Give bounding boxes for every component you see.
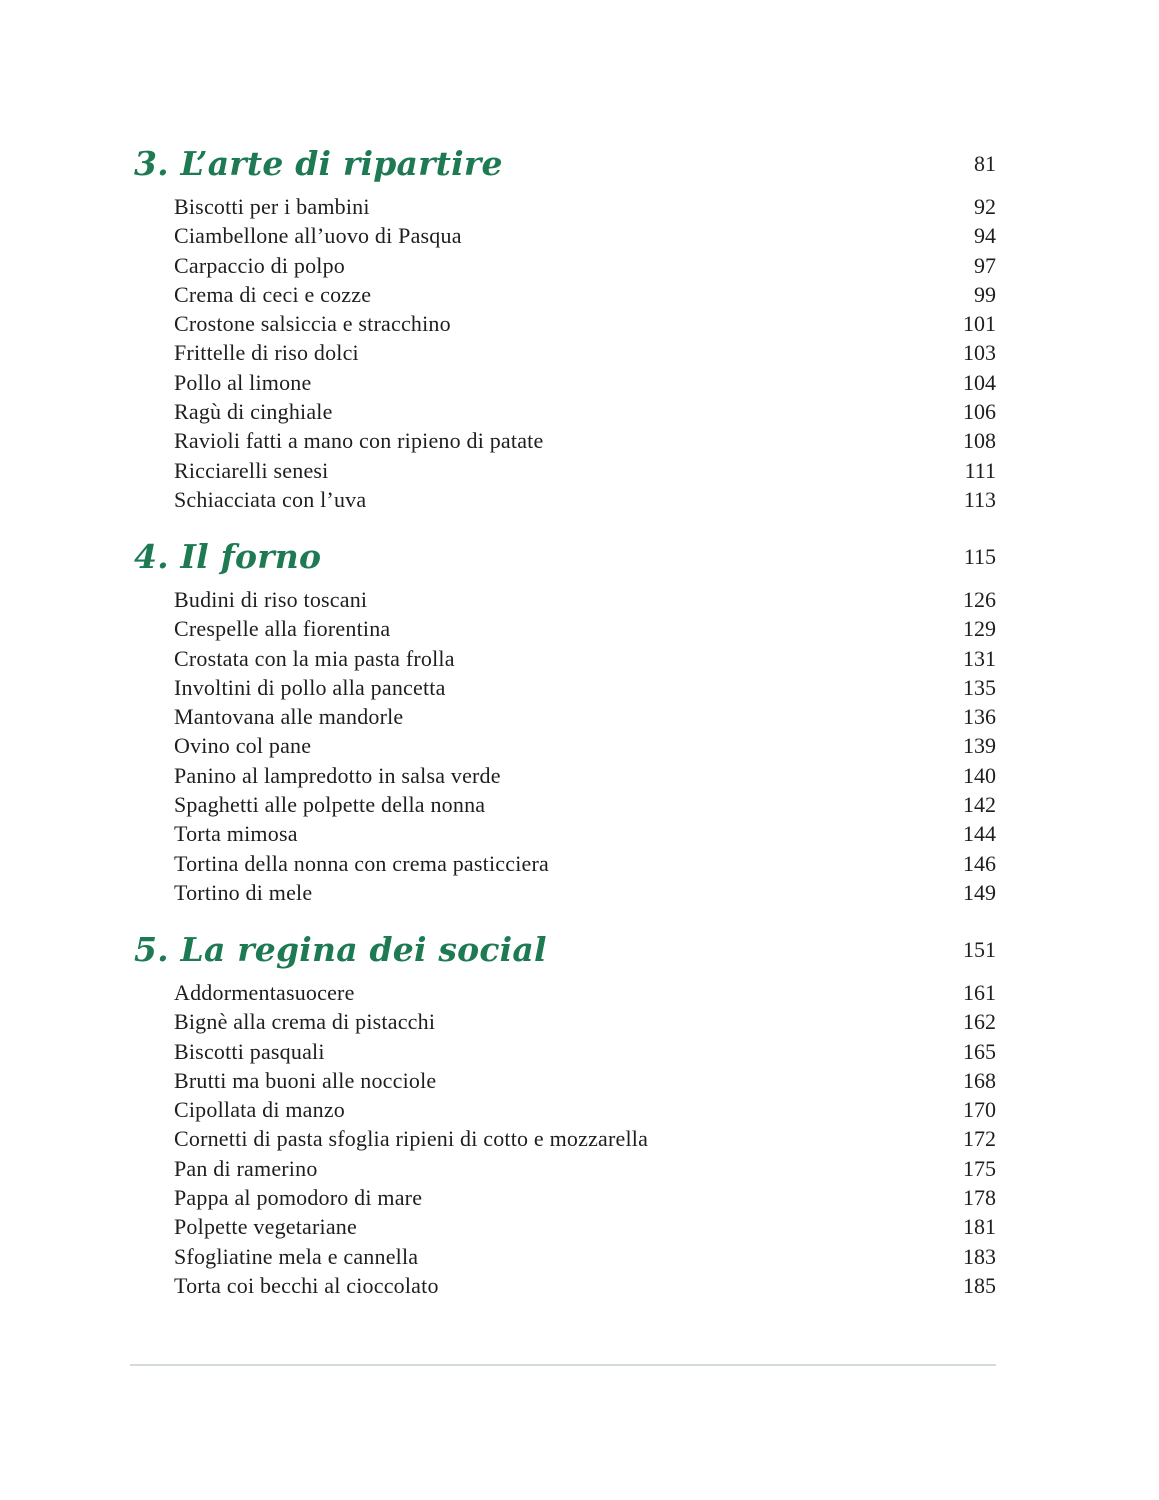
recipe-title: Biscotti per i bambini (174, 194, 370, 219)
recipe-title: Bignè alla crema di pistacchi (174, 1009, 436, 1035)
page-number: 161 (963, 980, 996, 1005)
toc-entry[interactable] (134, 1242, 996, 1271)
toc-entry[interactable] (134, 192, 996, 221)
page-number: 111 (964, 457, 996, 483)
recipe-title: Addormentasuocere (174, 980, 355, 1005)
toc-entry[interactable] (134, 426, 996, 455)
recipe-title: Budini di riso toscani (174, 587, 368, 612)
toc-entry[interactable] (134, 309, 996, 338)
page-number: 135 (963, 674, 996, 700)
chapter-section (134, 930, 996, 1300)
recipe-title: Panino al lampredotto in salsa verde (174, 762, 501, 788)
chapter-title: 4. Il forno (134, 537, 322, 576)
recipe-title: Involtini di pollo alla pancetta (174, 674, 446, 700)
recipe-list (134, 978, 996, 1300)
toc-entry[interactable] (134, 368, 996, 397)
page-number: 140 (963, 762, 996, 788)
footer-divider (130, 1364, 996, 1366)
page-number: 139 (963, 733, 996, 759)
recipe-title: Pollo al limone (174, 369, 312, 395)
page-number: 165 (963, 1038, 996, 1064)
toc-entry[interactable] (134, 878, 996, 907)
recipe-title: Ovino col pane (174, 733, 312, 759)
recipe-title: Crema di ceci e cozze (174, 281, 372, 307)
toc-entry[interactable] (134, 614, 996, 643)
chapter-page-number: 81 (974, 151, 996, 176)
toc-entry[interactable] (134, 1095, 996, 1124)
toc-entry[interactable] (134, 819, 996, 848)
toc-entry[interactable] (134, 673, 996, 702)
recipe-title: Pappa al pomodoro di mare (174, 1185, 423, 1211)
page-number: 144 (963, 821, 996, 847)
recipe-title: Ragù di cinghiale (174, 399, 333, 425)
chapter-section (134, 537, 996, 907)
chapter-page-number: 115 (963, 544, 996, 569)
toc-entry[interactable] (134, 221, 996, 250)
toc-entry[interactable] (134, 978, 996, 1007)
toc-entry[interactable] (134, 280, 996, 309)
toc-entry[interactable] (134, 585, 996, 614)
page-number: 108 (963, 428, 996, 454)
recipe-title: Tortino di mele (174, 879, 313, 905)
recipe-list (134, 192, 996, 514)
recipe-title: Ciambellone all’uovo di Pasqua (174, 223, 462, 249)
page-number: 142 (963, 792, 996, 818)
recipe-title: Mantovana alle mandorle (174, 704, 404, 730)
chapter-heading[interactable] (134, 930, 996, 978)
page-number: 97 (974, 252, 996, 278)
page-number: 168 (963, 1067, 996, 1093)
recipe-title: Frittelle di riso dolci (174, 340, 359, 366)
recipe-title: Schiacciata con l’uva (174, 486, 367, 512)
recipe-title: Polpette vegetariane (174, 1214, 357, 1240)
page-number: 126 (963, 587, 996, 612)
recipe-title: Crostone salsiccia e stracchino (174, 311, 451, 337)
toc-entry[interactable] (134, 1037, 996, 1066)
page-number: 94 (974, 223, 996, 249)
chapter-section (134, 144, 996, 514)
chapter-title: 5. La regina dei social (134, 930, 547, 969)
page-number: 181 (963, 1214, 996, 1240)
toc-entry[interactable] (134, 790, 996, 819)
recipe-title: Biscotti pasquali (174, 1038, 325, 1064)
page-number: 129 (963, 616, 996, 642)
page-number: 99 (974, 281, 996, 307)
recipe-title: Sfogliatine mela e cannella (174, 1243, 419, 1269)
recipe-title: Crostata con la mia pasta frolla (174, 645, 455, 671)
toc-entry[interactable] (134, 1124, 996, 1153)
page-number: 178 (963, 1185, 996, 1211)
toc-entry[interactable] (134, 397, 996, 426)
recipe-title: Ravioli fatti a mano con ripieno di patate (174, 428, 544, 454)
recipe-title: Pan di ramerino (174, 1155, 318, 1181)
toc-entry[interactable] (134, 1154, 996, 1183)
toc-entry[interactable] (134, 702, 996, 731)
toc-entry[interactable] (134, 456, 996, 485)
chapter-heading[interactable] (134, 537, 996, 585)
recipe-title: Spaghetti alle polpette della nonna (174, 792, 486, 818)
toc-entry[interactable] (134, 731, 996, 760)
recipe-title: Cornetti di pasta sfoglia ripieni di cotto e mozzarella (174, 1126, 649, 1152)
recipe-title: Brutti ma buoni alle nocciole (174, 1067, 437, 1093)
toc-entry[interactable] (134, 1066, 996, 1095)
page-number: 113 (963, 486, 996, 512)
toc-entry[interactable] (134, 644, 996, 673)
recipe-list (134, 585, 996, 907)
page-number: 183 (963, 1243, 996, 1269)
recipe-title: Carpaccio di polpo (174, 252, 345, 278)
recipe-title: Tortina della nonna con crema pasticciera (174, 850, 549, 876)
recipe-title: Ricciarelli senesi (174, 457, 329, 483)
page-number: 103 (963, 340, 996, 366)
page-number: 175 (963, 1155, 996, 1181)
toc-entry[interactable] (134, 1212, 996, 1241)
chapter-heading[interactable] (134, 144, 996, 192)
toc-entry[interactable] (134, 338, 996, 367)
recipe-title: Torta coi becchi al cioccolato (174, 1272, 439, 1298)
toc-entry[interactable] (134, 485, 996, 514)
page-number: 92 (974, 194, 996, 219)
toc-entry[interactable] (134, 1271, 996, 1300)
page-number: 170 (963, 1097, 996, 1123)
toc-entry[interactable] (134, 1007, 996, 1036)
toc-entry[interactable] (134, 1183, 996, 1212)
chapter-title: 3. L’arte di ripartire (134, 144, 503, 183)
toc-entry[interactable] (134, 849, 996, 878)
recipe-title: Crespelle alla fiorentina (174, 616, 391, 642)
page-number: 185 (963, 1272, 996, 1298)
toc-entry[interactable] (134, 251, 996, 280)
recipe-title: Torta mimosa (174, 821, 298, 847)
page-number: 136 (963, 704, 996, 730)
page-number: 101 (963, 311, 996, 337)
page-number: 146 (963, 850, 996, 876)
page-number: 106 (963, 399, 996, 425)
page-number: 149 (963, 879, 996, 905)
page-number: 104 (963, 369, 996, 395)
toc-entry[interactable] (134, 761, 996, 790)
page-number: 162 (963, 1009, 996, 1035)
recipe-title: Cipollata di manzo (174, 1097, 346, 1123)
page-number: 131 (963, 645, 996, 671)
chapter-page-number: 151 (963, 937, 996, 962)
page-number: 172 (963, 1126, 996, 1152)
